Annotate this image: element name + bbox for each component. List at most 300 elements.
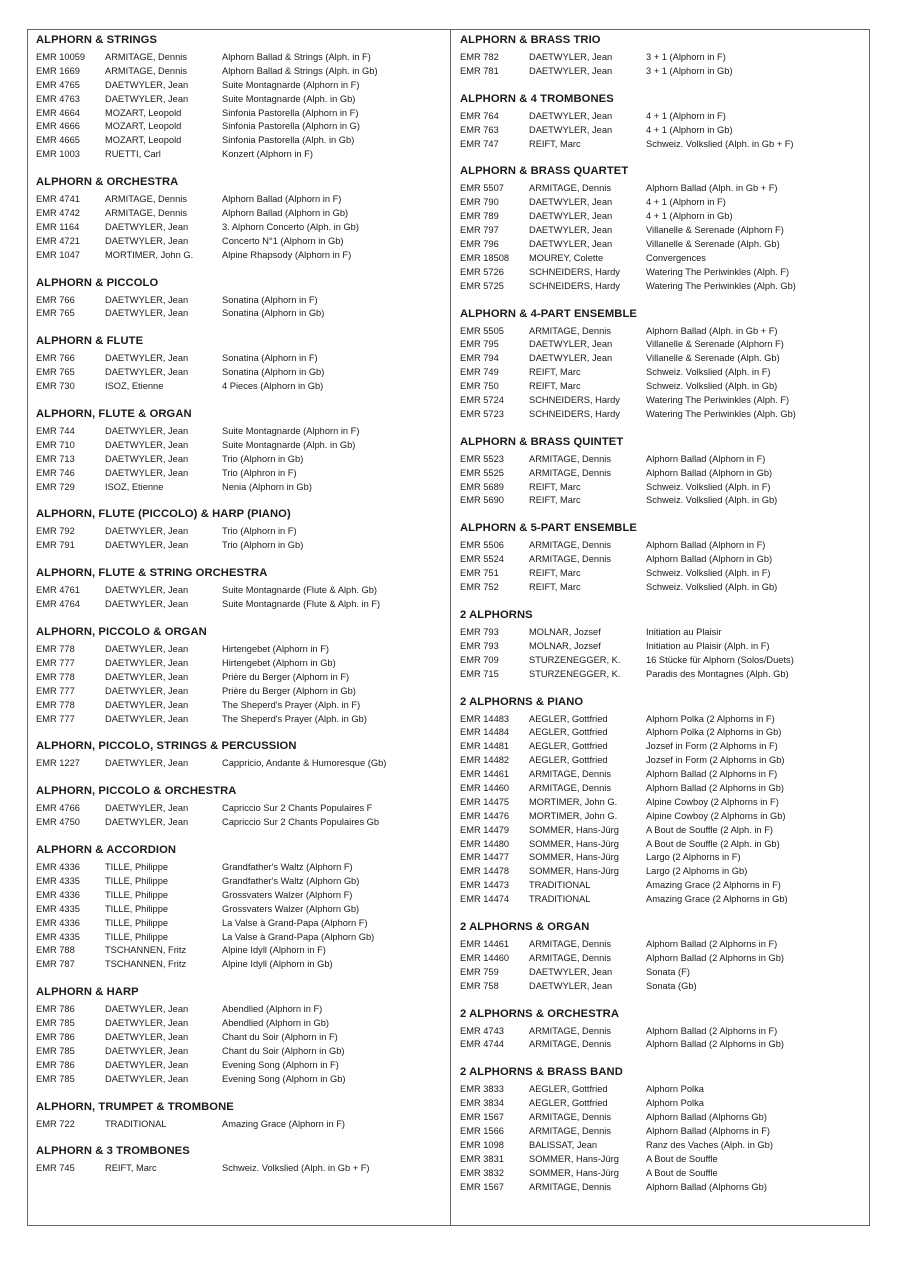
catalog-number: EMR 5523 [460, 453, 504, 464]
catalog-number: EMR 745 [36, 1163, 75, 1174]
catalog-entry [460, 1111, 865, 1125]
section-heading: ALPHORN & 4 TROMBONES [460, 92, 614, 105]
work-title: Suite Montagnarde (Flute & Alph. Gb) [222, 585, 378, 596]
work-title: Alphorn Ballad (Alphorn in Gb) [222, 208, 349, 219]
left-column [36, 33, 446, 1189]
catalog-entry [460, 980, 865, 994]
composer-name: TILLE, Philippe [105, 862, 169, 873]
catalog-section [36, 334, 446, 394]
composer-name: REIFT, Marc [529, 568, 581, 579]
catalog-number: EMR 763 [460, 124, 499, 135]
catalog-number: EMR 4764 [36, 599, 80, 610]
catalog-entry [460, 1139, 865, 1153]
catalog-number: EMR 778 [36, 644, 75, 655]
section-heading: ALPHORN & STRINGS [36, 34, 158, 46]
catalog-number: EMR 749 [460, 367, 499, 378]
catalog-entry [460, 481, 865, 495]
work-title: Alphorn Ballad (Alph. in Gb + F) [646, 183, 778, 194]
work-title: Villanelle & Serenade (Alphorn F) [646, 225, 784, 236]
catalog-entry [36, 120, 446, 134]
work-title: Evening Song (Alphorn in F) [222, 1059, 339, 1070]
section-heading: ALPHORN, PICCOLO, STRINGS & PERCUSSION [36, 740, 297, 753]
work-title: Suite Montagnarde (Flute & Alph. in F) [222, 599, 381, 610]
work-title: Alphorn Ballad & Strings (Alph. in F) [222, 52, 371, 62]
work-title: 4 + 1 (Alphorn in F) [646, 197, 726, 208]
catalog-number: EMR 792 [36, 526, 75, 537]
work-title: Hirtengebet (Alphorn in Gb) [222, 657, 336, 668]
catalog-number: EMR 1567 [460, 1181, 504, 1192]
catalog-number: EMR 3832 [460, 1167, 504, 1178]
work-title: Hirtengebet (Alphorn in F) [222, 644, 329, 655]
composer-name: DAETWYLER, Jean [105, 585, 189, 596]
catalog-entry [36, 467, 446, 481]
catalog-number: EMR 766 [36, 294, 75, 305]
catalog-entry [460, 366, 865, 380]
composer-name: SOMMER, Hans-Jürg [529, 824, 619, 835]
work-title: Alphorn Ballad (2 Alphorns in Gb) [646, 1039, 784, 1050]
catalog-number: EMR 793 [460, 640, 499, 651]
work-title: Schweiz. Volkslied (Alph. in Gb + F) [222, 1163, 370, 1174]
composer-name: ARMITAGE, Dennis [529, 1039, 611, 1050]
catalog-entry [36, 51, 446, 65]
section-heading: ALPHORN, PICCOLO & ORCHESTRA [36, 785, 237, 798]
composer-name: DAETWYLER, Jean [105, 671, 189, 682]
catalog-number: EMR 4761 [36, 585, 80, 596]
catalog-entry [36, 1031, 446, 1045]
composer-name: ARMITAGE, Dennis [529, 782, 611, 793]
catalog-entry [460, 879, 865, 893]
section-heading: ALPHORN, FLUTE (PICCOLO) & HARP (PIANO) [36, 508, 291, 521]
composer-name: DAETWYLER, Jean [105, 1045, 189, 1056]
catalog-number: EMR 788 [36, 945, 75, 956]
catalog-entry [460, 838, 865, 852]
catalog-section [460, 92, 865, 152]
composer-name: SCHNEIDERS, Hardy [529, 408, 620, 419]
catalog-section [460, 521, 865, 595]
catalog-entry [36, 539, 446, 553]
composer-name: DAETWYLER, Jean [105, 685, 189, 696]
catalog-section [36, 1144, 446, 1176]
catalog-entry [36, 294, 446, 308]
composer-name: DAETWYLER, Jean [105, 467, 189, 478]
catalog-number: EMR 713 [36, 453, 75, 464]
catalog-number: EMR 785 [36, 1045, 75, 1056]
catalog-entry [460, 210, 865, 224]
catalog-entry [460, 865, 865, 879]
work-title: Alphorn Ballad (Alphorn in F) [646, 540, 766, 551]
work-title: A Bout de Souffle (2 Alph. in Gb) [646, 838, 780, 849]
catalog-entry [36, 643, 446, 657]
catalog-entry [36, 107, 446, 121]
work-title: Largo (2 Alphorns in F) [646, 852, 741, 863]
work-title: Alphorn Ballad & Strings (Alph. in Gb) [222, 65, 378, 76]
work-title: 3 + 1 (Alphorn in Gb) [646, 65, 733, 76]
catalog-entry [460, 796, 865, 810]
composer-name: DAETWYLER, Jean [529, 966, 613, 977]
catalog-section [36, 33, 446, 162]
catalog-number: EMR 786 [36, 1004, 75, 1015]
catalog-entry [460, 851, 865, 865]
catalog-number: EMR 14484 [460, 727, 510, 738]
composer-name: DAETWYLER, Jean [105, 1073, 189, 1084]
catalog-entry [460, 713, 865, 727]
composer-name: STURZENEGGER, K. [529, 668, 621, 679]
work-title: Grossvaters Walzer (Alphorn Gb) [222, 903, 360, 914]
composer-name: DAETWYLER, Jean [105, 439, 189, 450]
catalog-entry [36, 671, 446, 685]
work-title: Alphorn Ballad (Alphorns Gb) [646, 1112, 767, 1123]
catalog-number: EMR 750 [460, 381, 499, 392]
catalog-entry [460, 182, 865, 196]
catalog-number: EMR 4336 [36, 917, 80, 928]
catalog-entry [460, 1025, 865, 1039]
catalog-entry [36, 875, 446, 889]
catalog-entry [460, 768, 865, 782]
work-title: Villanelle & Serenade (Alphorn F) [646, 339, 784, 350]
composer-name: SOMMER, Hans-Jürg [529, 852, 619, 863]
catalog-number: EMR 777 [36, 713, 75, 724]
section-heading: ALPHORN & 3 TROMBONES [36, 1145, 190, 1158]
catalog-entry [460, 668, 865, 682]
section-heading: ALPHORN & BRASS TRIO [460, 34, 601, 46]
catalog-entry [36, 235, 446, 249]
composer-name: DAETWYLER, Jean [529, 197, 613, 208]
catalog-number: EMR 4666 [36, 121, 80, 132]
composer-name: DAETWYLER, Jean [105, 599, 189, 610]
section-heading: ALPHORN, TRUMPET & TROMBONE [36, 1100, 234, 1113]
catalog-section [36, 507, 446, 553]
catalog-number: EMR 4335 [36, 875, 80, 886]
catalog-number: EMR 747 [460, 138, 499, 149]
catalog-number: EMR 709 [460, 654, 499, 665]
composer-name: AEGLER, Gottfried [529, 1084, 608, 1095]
work-title: Suite Montagnarde (Alphorn in F) [222, 79, 360, 90]
catalog-entry [460, 238, 865, 252]
catalog-entry [460, 352, 865, 366]
work-title: Trio (Alphorn in Gb) [222, 453, 304, 464]
work-title: La Valse à Grand-Papa (Alphorn F) [222, 917, 368, 928]
work-title: Alphorn Ballad (Alphorn in F) [222, 194, 342, 205]
composer-name: MOZART, Leopold [105, 121, 182, 132]
composer-name: TRADITIONAL [529, 880, 591, 891]
catalog-entry [460, 581, 865, 595]
catalog-number: EMR 4743 [460, 1025, 504, 1036]
work-title: Initiation au Plaisir (Alph. in F) [646, 640, 770, 651]
catalog-section [460, 164, 865, 293]
catalog-number: EMR 782 [460, 52, 499, 62]
work-title: Grossvaters Walzer (Alphorn F) [222, 889, 353, 900]
section-heading: ALPHORN & ORCHESTRA [36, 176, 179, 189]
catalog-section [460, 1065, 865, 1194]
composer-name: ISOZ, Etienne [105, 381, 164, 392]
composer-name: AEGLER, Gottfried [529, 1098, 608, 1109]
catalog-number: EMR 1098 [460, 1139, 504, 1150]
work-title: 4 + 1 (Alphorn in Gb) [646, 211, 733, 222]
work-title: Schweiz. Volkslied (Alph. in Gb) [646, 381, 778, 392]
work-title: 16 Stücke für Alphorn (Solos/Duets) [646, 654, 794, 665]
catalog-number: EMR 781 [460, 65, 499, 76]
catalog-number: EMR 759 [460, 966, 499, 977]
work-title: Schweiz. Volkslied (Alph. in F) [646, 481, 771, 492]
composer-name: DAETWYLER, Jean [105, 308, 189, 319]
composer-name: ARMITAGE, Dennis [105, 52, 187, 62]
section-heading: ALPHORN & PICCOLO [36, 276, 159, 289]
catalog-entry [460, 952, 865, 966]
work-title: Alphorn Ballad (Alphorn in Gb) [646, 554, 773, 565]
catalog-number: EMR 722 [36, 1118, 75, 1129]
work-title: Watering The Periwinkles (Alph. F) [646, 395, 790, 406]
catalog-entry [36, 1045, 446, 1059]
catalog-entry [36, 1118, 446, 1132]
catalog-entry [36, 525, 446, 539]
catalog-entry [36, 713, 446, 727]
catalog-number: EMR 797 [460, 225, 499, 236]
catalog-number: EMR 1003 [36, 149, 80, 160]
catalog-number: EMR 4335 [36, 903, 80, 914]
composer-name: DAETWYLER, Jean [105, 526, 189, 537]
catalog-entry [460, 65, 865, 79]
catalog-entry [36, 889, 446, 903]
composer-name: DAETWYLER, Jean [105, 540, 189, 551]
work-title: Sonata (F) [646, 966, 690, 977]
section-heading: ALPHORN & BRASS QUINTET [460, 435, 624, 448]
catalog-entry [36, 307, 446, 321]
composer-name: MOLNAR, Jozsef [529, 640, 601, 651]
work-title: Schweiz. Volkslied (Alph. in Gb) [646, 582, 778, 593]
catalog-entry [36, 757, 446, 771]
composer-name: DAETWYLER, Jean [529, 225, 613, 236]
catalog-entry [36, 1162, 446, 1176]
section-heading: ALPHORN & HARP [36, 986, 139, 999]
catalog-number: EMR 778 [36, 699, 75, 710]
composer-name: STURZENEGGER, K. [529, 654, 621, 665]
composer-name: ARMITAGE, Dennis [529, 325, 611, 336]
composer-name: TSCHANNEN, Fritz [105, 945, 187, 956]
catalog-section [36, 985, 446, 1086]
work-title: A Bout de Souffle [646, 1153, 718, 1164]
work-title: Alphorn Polka (2 Alphorns in Gb) [646, 727, 782, 738]
composer-name: DAETWYLER, Jean [105, 803, 189, 814]
work-title: Sonatina (Alphorn in Gb) [222, 308, 325, 319]
catalog-number: EMR 5525 [460, 467, 504, 478]
work-title: Alphorn Polka [646, 1098, 704, 1109]
composer-name: AEGLER, Gottfried [529, 713, 608, 724]
work-title: Villanelle & Serenade (Alph. Gb) [646, 239, 780, 250]
catalog-section [36, 276, 446, 322]
composer-name: RUETTI, Carl [105, 149, 161, 160]
catalog-entry [36, 193, 446, 207]
work-title: A Bout de Souffle [646, 1167, 718, 1178]
composer-name: MORTIMER, John G. [529, 810, 618, 821]
catalog-section [460, 307, 865, 422]
catalog-number: EMR 5506 [460, 540, 504, 551]
work-title: Largo (2 Alphorns in Gb) [646, 866, 748, 877]
catalog-entry [460, 1097, 865, 1111]
section-heading: 2 ALPHORNS & ORGAN [460, 920, 590, 933]
catalog-entry [36, 249, 446, 263]
section-heading: 2 ALPHORNS & BRASS BAND [460, 1066, 623, 1079]
work-title: Alpine Idyll (Alphorn in F) [222, 945, 326, 956]
composer-name: MORTIMER, John G. [529, 796, 618, 807]
composer-name: SOMMER, Hans-Jürg [529, 1153, 619, 1164]
catalog-number: EMR 777 [36, 657, 75, 668]
catalog-section [36, 625, 446, 726]
catalog-entry [460, 325, 865, 339]
composer-name: ARMITAGE, Dennis [529, 183, 611, 194]
work-title: Sonatina (Alphorn in F) [222, 294, 318, 305]
section-heading: 2 ALPHORNS & PIANO [460, 695, 584, 708]
catalog-number: EMR 4721 [36, 235, 80, 246]
composer-name: MOLNAR, Jozsef [529, 626, 601, 637]
catalog-number: EMR 14480 [460, 838, 510, 849]
work-title: Jozsef in Form (2 Alphorns in F) [646, 741, 778, 752]
catalog-number: EMR 4766 [36, 803, 80, 814]
catalog-section [460, 920, 865, 994]
catalog-number: EMR 790 [460, 197, 499, 208]
catalog-entry [36, 481, 446, 495]
catalog-number: EMR 5507 [460, 183, 504, 194]
composer-name: MOUREY, Colette [529, 252, 604, 263]
work-title: Watering The Periwinkles (Alph. Gb) [646, 408, 796, 419]
composer-name: ISOZ, Etienne [105, 481, 164, 492]
catalog-entry [460, 782, 865, 796]
catalog-entry [36, 453, 446, 467]
catalog-number: EMR 766 [36, 353, 75, 364]
catalog-number: EMR 4742 [36, 208, 80, 219]
catalog-entry [460, 51, 865, 65]
catalog-entry [460, 494, 865, 508]
work-title: Amazing Grace (2 Alphorns in F) [646, 880, 781, 891]
catalog-number: EMR 4335 [36, 931, 80, 942]
catalog-number: EMR 5724 [460, 395, 504, 406]
catalog-number: EMR 786 [36, 1031, 75, 1042]
composer-name: MOZART, Leopold [105, 135, 182, 146]
catalog-section [460, 1007, 865, 1053]
catalog-entry [36, 1059, 446, 1073]
catalog-number: EMR 14461 [460, 769, 510, 780]
catalog-entry [36, 380, 446, 394]
work-title: Alphorn Ballad (Alphorns Gb) [646, 1181, 767, 1192]
catalog-number: EMR 10059 [36, 52, 86, 62]
work-title: Abendlied (Alphorn in Gb) [222, 1018, 329, 1029]
work-title: Evening Song (Alphorn in Gb) [222, 1073, 346, 1084]
work-title: Suite Montagnarde (Alphorn in F) [222, 426, 360, 437]
composer-name: SOMMER, Hans-Jürg [529, 866, 619, 877]
catalog-number: EMR 786 [36, 1059, 75, 1070]
composer-name: ARMITAGE, Dennis [529, 554, 611, 565]
catalog-number: EMR 1669 [36, 65, 80, 76]
composer-name: SOMMER, Hans-Jürg [529, 838, 619, 849]
catalog-entry [460, 1167, 865, 1181]
composer-name: DAETWYLER, Jean [105, 453, 189, 464]
catalog-entry [36, 134, 446, 148]
catalog-section [460, 695, 865, 907]
composer-name: REIFT, Marc [529, 138, 581, 149]
catalog-number: EMR 4665 [36, 135, 80, 146]
catalog-entry [36, 958, 446, 972]
composer-name: DAETWYLER, Jean [105, 426, 189, 437]
composer-name: REIFT, Marc [105, 1163, 157, 1174]
catalog-number: EMR 1567 [460, 1112, 504, 1123]
catalog-number: EMR 752 [460, 582, 499, 593]
work-title: 3 + 1 (Alphorn in F) [646, 52, 726, 62]
catalog-number: EMR 5505 [460, 325, 504, 336]
work-title: Grandfather's Waltz (Alphorn Gb) [222, 875, 360, 886]
work-title: Alphorn Ballad (2 Alphorns in F) [646, 938, 778, 949]
catalog-section [36, 407, 446, 494]
catalog-number: EMR 5524 [460, 554, 504, 565]
work-title: Amazing Grace (Alphorn in F) [222, 1118, 345, 1129]
catalog-number: EMR 14473 [460, 880, 510, 891]
work-title: Watering The Periwinkles (Alph. Gb) [646, 280, 796, 291]
composer-name: DAETWYLER, Jean [105, 657, 189, 668]
catalog-number: EMR 4765 [36, 79, 80, 90]
catalog-entry [36, 944, 446, 958]
work-title: Alpine Cowboy (2 Alphorns in F) [646, 796, 779, 807]
catalog-number: EMR 4744 [460, 1039, 504, 1050]
catalog-entry [36, 657, 446, 671]
composer-name: DAETWYLER, Jean [105, 758, 189, 769]
composer-name: DAETWYLER, Jean [105, 79, 189, 90]
catalog-entry [36, 1017, 446, 1031]
catalog-entry [36, 861, 446, 875]
composer-name: MOZART, Leopold [105, 107, 182, 118]
work-title: The Sheperd's Prayer (Alph. in Gb) [222, 713, 367, 724]
composer-name: ARMITAGE, Dennis [105, 65, 187, 76]
composer-name: DAETWYLER, Jean [529, 211, 613, 222]
composer-name: TILLE, Philippe [105, 917, 169, 928]
composer-name: TILLE, Philippe [105, 903, 169, 914]
work-title: Alphorn Polka [646, 1084, 704, 1095]
catalog-number: EMR 14460 [460, 952, 510, 963]
composer-name: DAETWYLER, Jean [105, 817, 189, 828]
catalog-number: EMR 3831 [460, 1153, 504, 1164]
composer-name: REIFT, Marc [529, 582, 581, 593]
work-title: 4 + 1 (Alphorn in Gb) [646, 124, 733, 135]
composer-name: TSCHANNEN, Fritz [105, 959, 187, 970]
catalog-number: EMR 785 [36, 1018, 75, 1029]
composer-name: REIFT, Marc [529, 481, 581, 492]
catalog-entry [36, 685, 446, 699]
catalog-entry [460, 408, 865, 422]
composer-name: DAETWYLER, Jean [529, 980, 613, 991]
catalog-entry [460, 467, 865, 481]
catalog-entry [36, 816, 446, 830]
composer-name: DAETWYLER, Jean [529, 110, 613, 121]
catalog-number: EMR 764 [460, 110, 499, 121]
catalog-number: EMR 14460 [460, 782, 510, 793]
catalog-entry [460, 196, 865, 210]
catalog-entry [36, 65, 446, 79]
section-heading: ALPHORN & ACCORDION [36, 844, 177, 857]
catalog-number: EMR 765 [36, 308, 75, 319]
catalog-entry [460, 893, 865, 907]
catalog-number: EMR 744 [36, 426, 75, 437]
work-title: Jozsef in Form (2 Alphorns in Gb) [646, 755, 785, 766]
catalog-number: EMR 4336 [36, 862, 80, 873]
work-title: Sonata (Gb) [646, 980, 697, 991]
catalog-number: EMR 4664 [36, 107, 80, 118]
catalog-section [36, 843, 446, 972]
composer-name: SCHNEIDERS, Hardy [529, 395, 620, 406]
catalog-number: EMR 710 [36, 439, 75, 450]
work-title: Watering The Periwinkles (Alph. F) [646, 266, 790, 277]
work-title: Paradis des Montagnes (Alph. Gb) [646, 668, 789, 679]
composer-name: DAETWYLER, Jean [529, 339, 613, 350]
catalog-number: EMR 14482 [460, 755, 510, 766]
work-title: Alphorn Ballad (Alphorns in F) [646, 1125, 771, 1136]
catalog-number: EMR 787 [36, 959, 75, 970]
